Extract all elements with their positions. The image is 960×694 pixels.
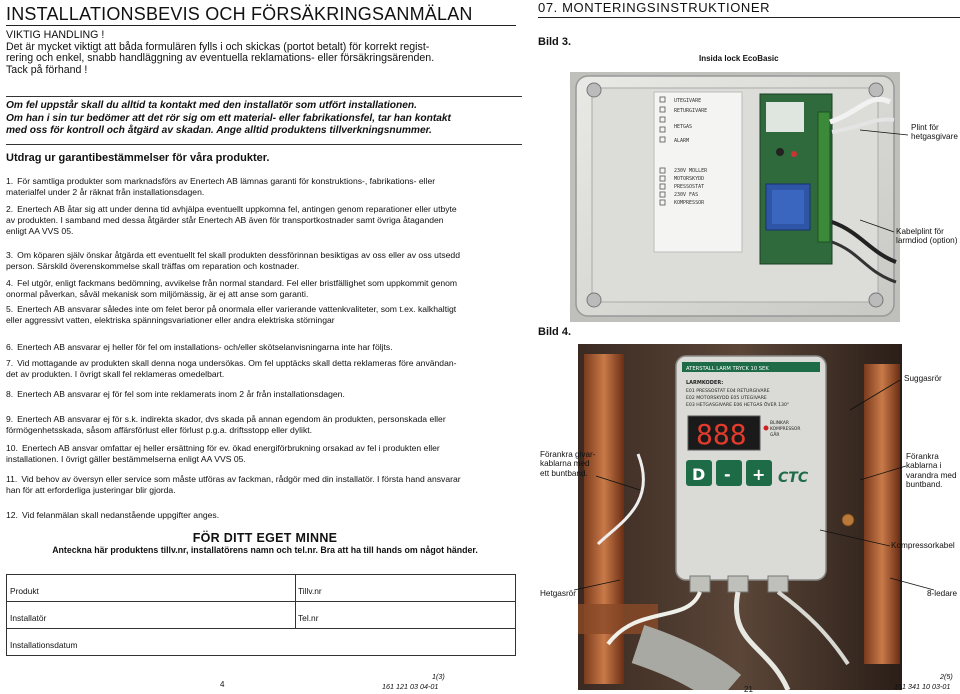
garanti-item-line xyxy=(6,485,516,496)
label-suggasror: Suggasrör xyxy=(904,374,942,383)
label-kompressorkabel: Kompressorkabel xyxy=(891,541,955,550)
garanti-item-line xyxy=(6,187,516,198)
garanti-item-number: 12. xyxy=(6,510,18,520)
garanti-item-text: installationen. I övrigt gäller bestämmelserna enligt AA VVS 05. xyxy=(6,454,246,465)
page-title-installationsbevis: INSTALLATIONSBEVIS OCH FÖRSÄKRINGSANMÄLAN xyxy=(6,4,516,26)
garanti-item-line xyxy=(6,289,516,300)
garanti-item-number: 5. xyxy=(6,304,14,314)
for-ditt-eget-minne-heading: FÖR DITT EGET MINNE xyxy=(192,531,338,545)
garanti-item-text: enligt AA VVS 05. xyxy=(6,226,74,237)
fel-info-box xyxy=(6,96,522,145)
garanti-item-line xyxy=(6,369,516,380)
garanti-item-text: onormal påverkan, såväl mekanisk som miljömässig, är ej att anse som garanti. xyxy=(6,289,309,300)
doc-code-left: 161 121 03 04-01 xyxy=(382,682,439,691)
label-plint-hetgasgivare: Plint för hetgasgivare xyxy=(911,123,958,142)
panel-button-d-label: D xyxy=(692,465,706,484)
garanti-item-number: 8. xyxy=(6,389,14,399)
garanti-item-number: 1. xyxy=(6,176,14,186)
annotation-lines-bild4 xyxy=(560,380,960,600)
garanti-item-number: 9. xyxy=(6,414,14,424)
garanti-item-text: Vid behov av översyn eller service som måste utföras av fackman, rådgör med din installatör. I första hand ansvarar xyxy=(21,474,461,484)
garanti-item-line xyxy=(6,414,516,425)
garanti-item xyxy=(6,204,516,238)
panel-side-label: BLINKAR xyxy=(770,421,789,426)
garanti-item-line xyxy=(6,425,516,436)
caption-insida-lock: Insida lock EcoBasic xyxy=(699,54,779,63)
figure-label-bild4: Bild 4. xyxy=(538,326,572,338)
viktig-heading: VIKTIG HANDLING ! xyxy=(6,29,105,41)
garanti-item-text: materialfel under 2 år räknat från installationsdagen. xyxy=(6,187,205,198)
garanti-item xyxy=(6,389,516,400)
garanti-item xyxy=(6,358,516,380)
terminal-label: UTEGIVARE xyxy=(674,98,702,104)
garanti-item xyxy=(6,474,516,496)
doc-code-right: 161 341 10 03-01 xyxy=(894,682,951,691)
viktig-line: Det är mycket viktigt att båda formulären fylls i och skickas (portot betalt) för korrekt regist- xyxy=(6,40,430,53)
memo-form xyxy=(6,574,516,656)
panel-code-line: E02 MOTORSKYDD E05 UTEGIVARE xyxy=(686,396,767,401)
garanti-item-number: 7. xyxy=(6,358,14,368)
screw-icon xyxy=(869,83,883,97)
garanti-item-text: person. Särskild överenskommelse skall träffas om reparation och kostnader. xyxy=(6,261,300,272)
garanti-item-line xyxy=(6,389,516,400)
garanti-item-line xyxy=(6,474,516,485)
garanti-item-line xyxy=(6,342,516,353)
garanti-item-number: 3. xyxy=(6,250,14,260)
form-label-installator[interactable]: Installatör xyxy=(10,613,47,623)
label-kabelplint-larmdiod: Kabelplint för larmdiod (option) xyxy=(896,227,958,246)
garanti-item-text: Enertech AB ansvarar ej för fel som inte reklamerats inom 2 år från installationsdagen. xyxy=(17,389,345,399)
garanti-item xyxy=(6,304,516,326)
garanti-item-text: Enertech AB åtar sig att under denna tid avhjälpa eventuellt uppkomna fel, antingen genom reparationer eller utbyte xyxy=(17,204,457,214)
garanti-item-number: 4. xyxy=(6,278,14,288)
terminal-label: 230V MOLLER xyxy=(674,168,708,174)
info-line: Om han i sin tur bedömer att det rör sig om ett material- eller fabrikationsfel, tar han kontakt xyxy=(6,112,451,124)
screw-icon xyxy=(587,293,601,307)
utdrag-heading: Utdrag ur garantibestämmelser för våra produkter. xyxy=(6,152,270,164)
form-label-tillvnr[interactable]: Tillv.nr xyxy=(298,586,322,596)
garanti-item-line xyxy=(6,250,516,261)
label-forankra-givarkablarna: Förankra givar- kablarna med ett buntband. xyxy=(540,450,596,478)
terminal-label: ALARM xyxy=(674,138,690,144)
pcb-label xyxy=(766,102,804,132)
garanti-item-line xyxy=(6,226,516,237)
page-number-right: 21 xyxy=(744,685,753,694)
panel-side-label: GÅR xyxy=(770,433,780,438)
garanti-item-line xyxy=(6,176,516,187)
panel-code-line: E01 PRESSOSTAT E04 RETURGIVARE xyxy=(686,389,770,394)
garanti-item-number: 6. xyxy=(6,342,14,352)
led-display-digits: 888 xyxy=(696,418,747,451)
viktig-line: rering och enkel, snabb handläggning av eventuella reklamations- eller försäkringsärenden. xyxy=(6,52,435,65)
garanti-item-line xyxy=(6,510,516,521)
garanti-item xyxy=(6,443,516,465)
garanti-item-number: 10. xyxy=(6,443,18,453)
garanti-item-text: Enertech AB ansvarar ej för s.k. indirekta skador, dvs skada på annan egendom än produkten, personskada eller xyxy=(17,414,446,424)
ctc-logo: CTC xyxy=(778,470,809,486)
garanti-item xyxy=(6,176,516,198)
garanti-item xyxy=(6,278,516,300)
form-row xyxy=(7,602,515,629)
viktig-line: Tack på förhand ! xyxy=(6,63,88,76)
terminal-label: KOMPRESSOR xyxy=(674,200,705,206)
page-title-monteringsinstruktioner: 07. MONTERINGSINSTRUKTIONER xyxy=(538,0,960,18)
garanti-item-text: För samtliga produkter som marknadsförs av Enertech AB lämnas garanti för konstruktions-, fabrikations- eller xyxy=(17,176,436,186)
screw-icon xyxy=(869,293,883,307)
label-forankra-kablarna: Förankra kablarna i varandra med buntband. xyxy=(906,452,957,490)
panel-button-minus-label: - xyxy=(724,465,731,484)
panel-larmkoder: LARMKODER: xyxy=(686,380,724,386)
garanti-item xyxy=(6,250,516,272)
panel-button-plus-label: + xyxy=(752,465,766,484)
garanti-item-text: förmögenhetsskada, såsom affärsförlust eller förlust p.g.a. driftsstopp eller dylikt. xyxy=(6,425,313,436)
garanti-item-text: Enertech AB ansvarar ej heller för fel om installations- och/eller skötselanvisningarna inte har följts. xyxy=(17,342,393,352)
garanti-item xyxy=(6,510,516,521)
label-hetgasror: Hetgasrör xyxy=(540,589,576,598)
garanti-item-text: han för att erforderliga justeringar blir gjorda. xyxy=(6,485,176,496)
terminal-label: 230V FAS xyxy=(674,192,699,198)
garanti-item-line xyxy=(6,304,516,315)
garanti-item-line xyxy=(6,261,516,272)
figure-label-bild3: Bild 3. xyxy=(538,36,572,48)
terminal-label: PRESSOSTAT xyxy=(674,184,705,190)
garanti-item-line xyxy=(6,358,516,369)
info-line: med oss för kontroll och åtgärd av skadan. Ange alltid produktens tillverkningsnummer. xyxy=(6,125,432,137)
form-label-produkt[interactable]: Produkt xyxy=(10,586,39,596)
garanti-item-text: Fel utgör, enligt fackmans bedömning, avvikelse från normal standard. Fel eller bristfällighet som uppkommit genom xyxy=(17,278,458,288)
garanti-item-text: det av produkten. I övrigt skall fel reklameras omedelbart. xyxy=(6,369,225,380)
terminal-block xyxy=(818,112,830,242)
garanti-item-text: Enertech AB ansvar omfattar ej heller ersättning för ev. ökad energiförbrukning orsakad av fel i produkten eller xyxy=(21,443,440,453)
garanti-item-text: eller aggressivt vatten, elektriska spänningsvariationer eller andra elektriska störningar xyxy=(6,315,335,326)
garanti-item xyxy=(6,414,516,436)
garanti-item-line xyxy=(6,443,516,454)
page-fraction-right: 2(5) xyxy=(940,672,953,681)
garanti-item-number: 11. xyxy=(6,474,18,484)
photo-ecobasic-box xyxy=(570,72,900,322)
garanti-item-text: Om köparen själv önskar åtgärda ett eventuellt fel skall produkten dessförinnan besiktigas av oss eller av oss utsedd xyxy=(17,250,460,260)
label-8-ledare: 8-ledare xyxy=(927,589,958,598)
terminal-label: RETURGIVARE xyxy=(674,108,708,114)
info-line: Om fel uppstår skall du alltid ta kontakt med den installatör som utfört installationen. xyxy=(6,100,417,111)
garanti-item-line xyxy=(6,204,516,215)
panel-header: ATERSTALL LARM TRYCK 10 SEK xyxy=(686,366,769,372)
terminal-label: HETGAS xyxy=(674,124,693,130)
screw-icon xyxy=(587,83,601,97)
form-label-telnr[interactable]: Tel.nr xyxy=(298,613,319,623)
garanti-item-text: Vid mottagande av produkten skall denna noga undersökas. Om fel upptäcks skall detta reklameras före användan- xyxy=(17,358,457,368)
garanti-item-line xyxy=(6,278,516,289)
garanti-item-line xyxy=(6,215,516,226)
form-divider xyxy=(295,575,296,629)
garanti-item-line xyxy=(6,315,516,326)
panel-code-line: E03 HETGASGIVARE E06 HETGAS ÖVER 130° xyxy=(686,403,790,408)
viktig-handling-block xyxy=(6,30,526,76)
form-row xyxy=(7,575,515,602)
panel-side-label: KOMPRESSOR xyxy=(770,427,801,432)
form-label-installationsdatum[interactable]: Installationsdatum xyxy=(10,640,78,650)
terminal-label: MOTORSKYDD xyxy=(674,176,705,182)
garanti-item-number: 2. xyxy=(6,204,14,214)
garanti-item-text: Vid felanmälan skall nedanstående uppgifter anges. xyxy=(21,510,220,520)
garanti-item-line xyxy=(6,454,516,465)
garanti-item-text: av produkten. I samband med dessa åtgärder står Enertech AB även för transportkostnader samt övriga åtaganden xyxy=(6,215,444,226)
anteckna-instruction: Anteckna här produktens tillv.nr, installatörens namn och tel.nr. Bra att ha till hands om något händer. xyxy=(52,545,478,555)
page-fraction-left: 1(3) xyxy=(432,672,445,681)
garanti-item xyxy=(6,342,516,353)
garanti-item-text: Enertech AB ansvarar således inte om felet beror på onormala eller varierande vattenkvaliteter, som t.ex. kalkhaltigt xyxy=(17,304,457,314)
page-number-left: 4 xyxy=(220,680,225,689)
